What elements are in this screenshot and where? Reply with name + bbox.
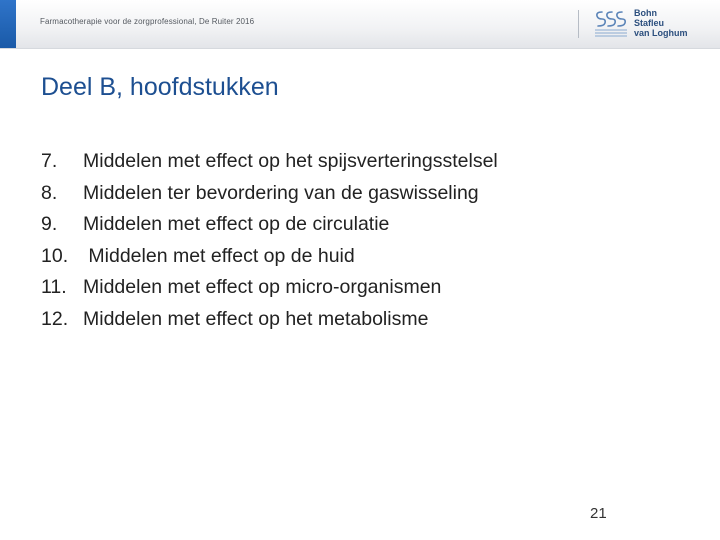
chapter-number: 12. [41, 307, 69, 330]
chapter-text: Middelen met effect op de huid [83, 244, 355, 267]
chapter-number: 7. [41, 150, 58, 172]
chapter-text: Middelen met effect op het metabolisme [83, 307, 429, 330]
chapter-item [41, 209, 498, 241]
chapter-text: Middelen met effect op micro-organismen [83, 276, 442, 298]
chapter-item [41, 178, 498, 210]
chapter-item [41, 241, 498, 273]
header-caption: Farmacotherapie voor de zorgprofessional, De Ruiter 2016 [40, 17, 255, 26]
chapter-item [41, 272, 498, 304]
logo-line-1: Bohn [634, 8, 657, 18]
chapter-number: 8. [41, 181, 58, 204]
header-band [0, 0, 720, 49]
sss-logo-icon [593, 8, 629, 38]
logo-line-2: Stafleu [634, 18, 665, 28]
chapter-text: Middelen met effect op de circulatie [83, 213, 390, 235]
chapter-item [41, 146, 498, 178]
slide-title: Deel B, hoofdstukken [41, 73, 279, 101]
header-divider [578, 10, 579, 38]
chapter-number: 10. [41, 244, 69, 267]
publisher-logo-text [634, 8, 688, 38]
chapter-item [41, 304, 498, 336]
page-number: 21 [590, 505, 607, 522]
chapter-text: Middelen met effect op het spijsverteringsstelsel [83, 150, 498, 172]
chapter-number: 9. [41, 213, 58, 235]
chapter-number: 11. [41, 276, 67, 298]
left-accent-bar [0, 0, 16, 48]
logo-line-3: van Loghum [634, 28, 688, 38]
chapter-list [41, 146, 498, 335]
chapter-text: Middelen ter bevordering van de gaswisseling [83, 181, 479, 204]
